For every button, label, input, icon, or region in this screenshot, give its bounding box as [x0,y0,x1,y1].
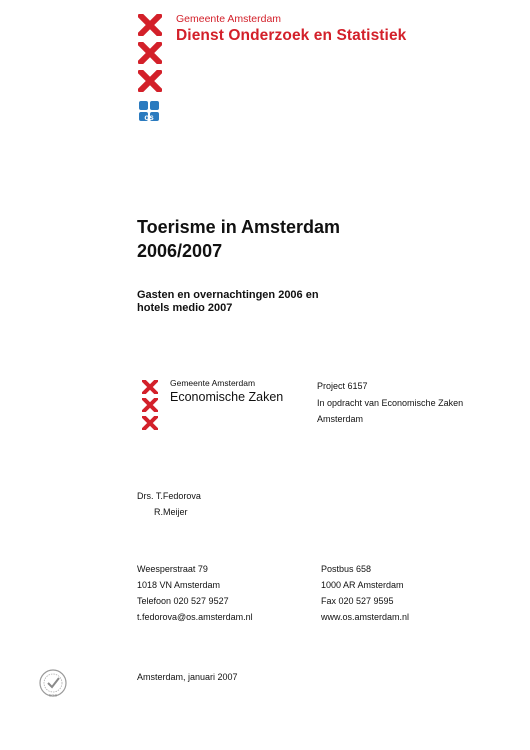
certification-seal-icon [38,668,68,698]
amsterdam-logo [138,14,162,127]
author-name: Drs. T.Fedorova [137,491,201,501]
document-date: Amsterdam, januari 2007 [137,672,238,682]
os-logo-icon [138,100,162,122]
address-postal: 1018 VN Amsterdam [137,580,221,590]
ez-logo [142,380,158,430]
client-org-main: Economische Zaken [170,390,284,404]
client-org-top: Gemeente Amsterdam [170,378,256,388]
page-title: Toerisme in Amsterdam [137,217,341,237]
postbus-postal: 1000 AR Amsterdam [321,580,404,590]
project-city: Amsterdam [317,414,364,424]
cross-icon [138,42,162,64]
website-link: www.os.amsterdam.nl [321,612,410,622]
org-main-label: Dienst Onderzoek en Statistiek [176,27,407,44]
subtitle-line1: Gasten en overnachtingen 2006 en [137,289,319,301]
subtitle-line2: hotels medio 2007 [137,302,233,314]
cross-icon [138,70,162,92]
postbus: Postbus 658 [321,564,372,574]
org-top-label: Gemeente Amsterdam [176,13,282,25]
address-email: t.fedorova@os.amsterdam.nl [137,612,253,622]
certification-seal-text: SGS [48,692,58,698]
project-commission: In opdracht van Economische Zaken [317,398,464,408]
certification-seal [38,668,68,698]
address-street: Weesperstraat 79 [137,564,208,574]
author-name: R.Meijer [154,507,188,517]
cross-icon [138,14,162,36]
page-title-year: 2006/2007 [137,241,223,261]
cross-icon [142,416,158,430]
fax-number: Fax 020 527 9595 [321,596,394,606]
project-number: Project 6157 [317,381,368,391]
address-phone: Telefoon 020 527 9527 [137,596,229,606]
cross-icon [142,380,158,394]
os-logo-text: os [144,113,154,122]
cross-icon [142,398,158,412]
